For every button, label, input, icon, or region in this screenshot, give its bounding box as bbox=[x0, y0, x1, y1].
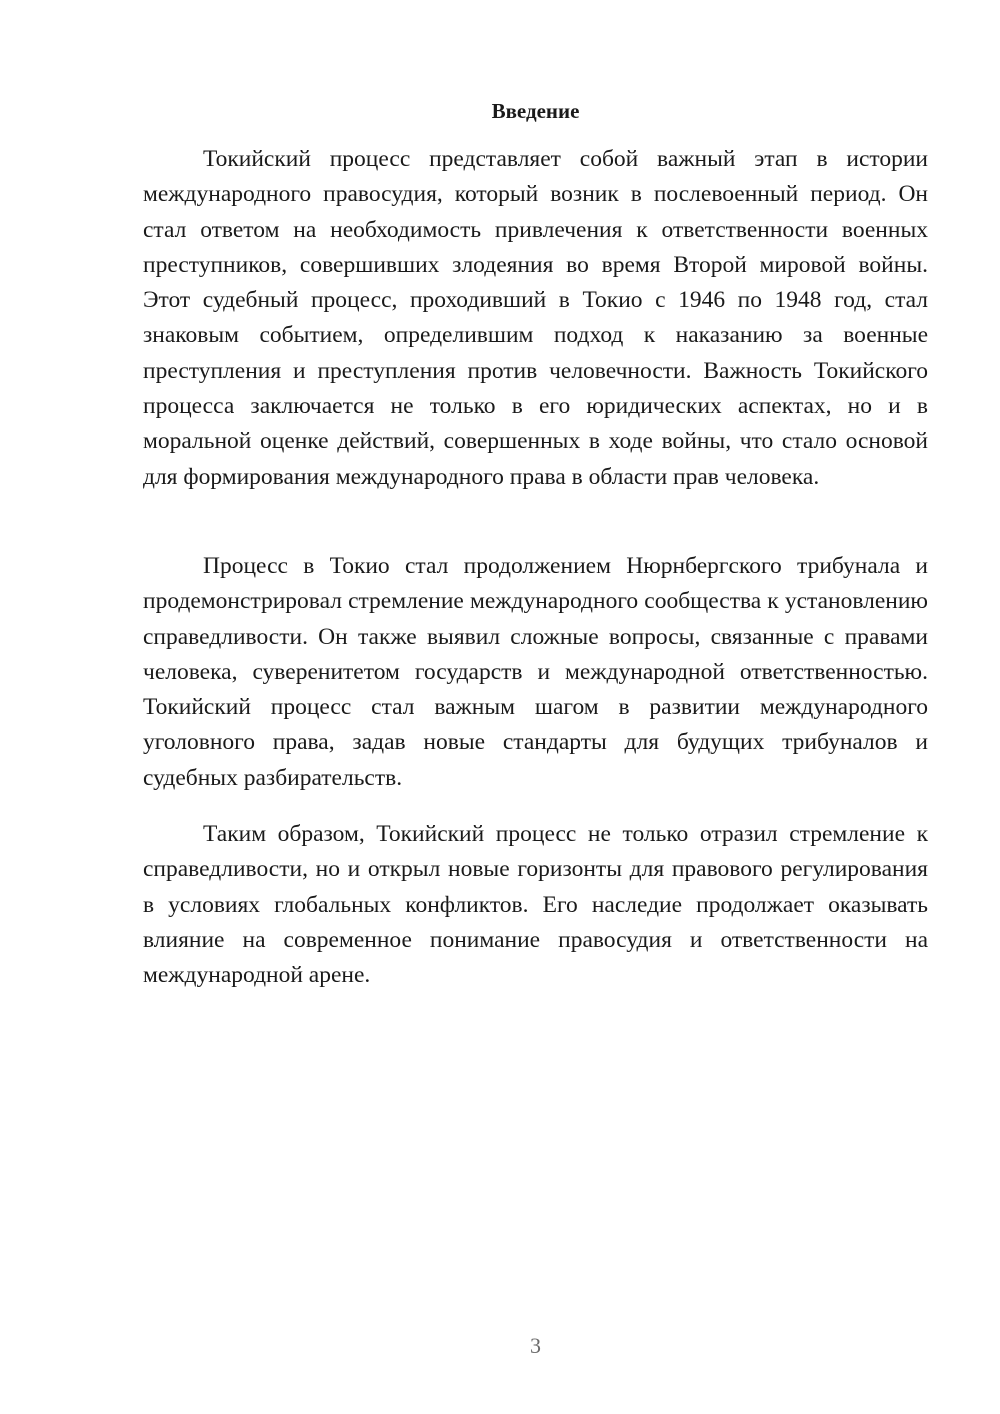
paragraph-3: Таким образом, Токийский процесс не только отразил стремление к справедливости, но и открыл новые горизонты для правового регулирования в условиях глобальных конфликтов. Его наследие продолжает оказывать влияние на современное понимание правосудия и ответственности на международной арене. bbox=[143, 821, 928, 989]
paragraph-2: Процесс в Токио стал продолжением Нюрнбергского трибунала и продемонстрировал стремление международного сообщества к установлению справедливости. Он также выявил сложные вопросы, связанные с правами человека, суверенитетом государств и международной ответственностью. Токийский процесс стал важным шагом в развитии международного уголовного права, задав новые стандарты для будущих трибуналов и судебных разбирательств. bbox=[143, 553, 928, 791]
section-heading: Введение bbox=[491, 99, 580, 123]
page-number: 3 bbox=[530, 1333, 541, 1358]
paragraph-1: Токийский процесс представляет собой важный этап в истории международного правосудия, который возник в послевоенный период. Он стал ответом на необходимость привлечения к ответственности военных преступников, совершивших злодеяния во время Второй мировой войны. Этот судебный процесс, проходивший в Токио с 1946 по 1948 год, стал знаковым событием, определившим подход к наказанию за военные преступления и преступления против человечности. Важность Токийского процесса заключается не только в его юридических аспектах, но и в моральной оценке действий, совершенных в ходе войны, что стало основой для формирования международного права в области прав человека. bbox=[143, 146, 928, 490]
